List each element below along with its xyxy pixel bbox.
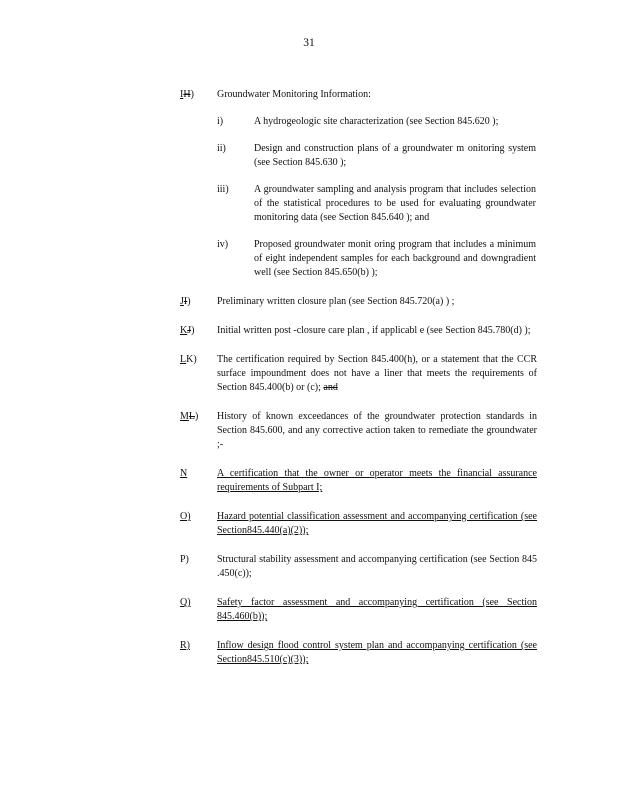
subitem-text: Proposed groundwater monit oring program that includes a minimum of eight independent samples for each background and downgradient well (see Section 845.650(b) );: [254, 239, 536, 278]
item-label: N: [180, 468, 188, 479]
item-p: [0, 553, 618, 581]
page-number: 31: [303, 37, 315, 49]
item-m: [0, 410, 618, 452]
item-label: [180, 295, 216, 309]
label-suffix: K): [186, 354, 197, 365]
subitem: [0, 142, 618, 170]
subitem-text: A hydrogeologic site characterization (see Section 845.620 );: [254, 116, 499, 127]
label-inserted: L: [180, 354, 187, 365]
item-label: P): [180, 554, 189, 565]
subitem-label: ii): [217, 143, 226, 154]
item-q: [0, 596, 618, 624]
item-text: Structural stability assessment and accompanying certification (see Section 845 .450(c));: [217, 554, 537, 579]
document-body: [0, 88, 618, 682]
subitem-label: i): [217, 116, 224, 127]
item-text: Preliminary written closure plan (see Section 845.720(a) ) ;: [217, 296, 455, 307]
subitem: [0, 183, 618, 225]
subitem-label: iii): [217, 184, 229, 195]
label-suffix: ): [191, 325, 195, 336]
item-label: O): [180, 511, 191, 522]
item-text: History of known exceedances of the groundwater protection standards in Section 845.600, and any corrective action taken to remediate the groundwater ;-: [217, 411, 537, 450]
label-inserted: M: [180, 411, 189, 422]
subitem-text: A groundwater sampling and analysis program that includes selection of the statistical procedures to be used for evaluating groundwater monitoring data (see Section 845.640 ); and: [254, 184, 536, 223]
item-label: [180, 410, 216, 424]
item-text: Groundwater Monitoring Information:: [217, 89, 371, 100]
label-deleted: I: [183, 296, 188, 307]
item-text: Safety factor assessment and accompanying certification (see Section 845.460(b));: [217, 597, 537, 622]
label-deleted: L: [188, 411, 196, 422]
item-label: R): [180, 640, 190, 651]
subitem-text: Design and construction plans of a groundwater m onitoring system (see Section 845.630 );: [254, 143, 536, 168]
item-label: [180, 88, 216, 102]
item-r: [0, 639, 618, 667]
item-text: A certification that the owner or operator meets the financial assurance requirements of Subpart I;: [217, 468, 537, 493]
item-i: [0, 88, 618, 280]
label-deleted: H: [183, 89, 191, 100]
subitem: [0, 238, 618, 280]
subitem-list: [0, 115, 618, 280]
item-j: [0, 295, 618, 309]
item-text-main: The certification required by Section 845.400(h), or a statement that the CCR surface impoundment does not have a liner that meets the requirements of Section 845.400(b) or (c);: [217, 354, 537, 393]
item-label: [180, 324, 216, 338]
label-suffix: ): [195, 411, 199, 422]
label-inserted: J: [180, 296, 184, 307]
item-l: [0, 353, 618, 395]
item-label: [180, 353, 216, 367]
item-k: [0, 324, 618, 338]
label-inserted: K: [180, 325, 188, 336]
item-o: [0, 510, 618, 538]
subitem-label: iv): [217, 239, 229, 250]
label-deleted: J: [187, 325, 192, 336]
item-text: Hazard potential classification assessment and accompanying certification (see Section845.440(a)(2));: [217, 511, 537, 536]
item-n: [0, 467, 618, 495]
label-inserted: I: [180, 89, 184, 100]
subitem: [0, 115, 618, 129]
item-text-deleted: and: [323, 382, 338, 393]
item-label: Q): [180, 597, 191, 608]
label-suffix: ): [187, 296, 191, 307]
item-text: Inflow design flood control system plan and accompanying certification (see Section845.510(c)(3));: [217, 640, 537, 665]
item-text: [217, 353, 537, 395]
label-suffix: ): [190, 89, 194, 100]
item-text: Initial written post -closure care plan , if applicabl e (see Section 845.780(d) );: [217, 325, 531, 336]
